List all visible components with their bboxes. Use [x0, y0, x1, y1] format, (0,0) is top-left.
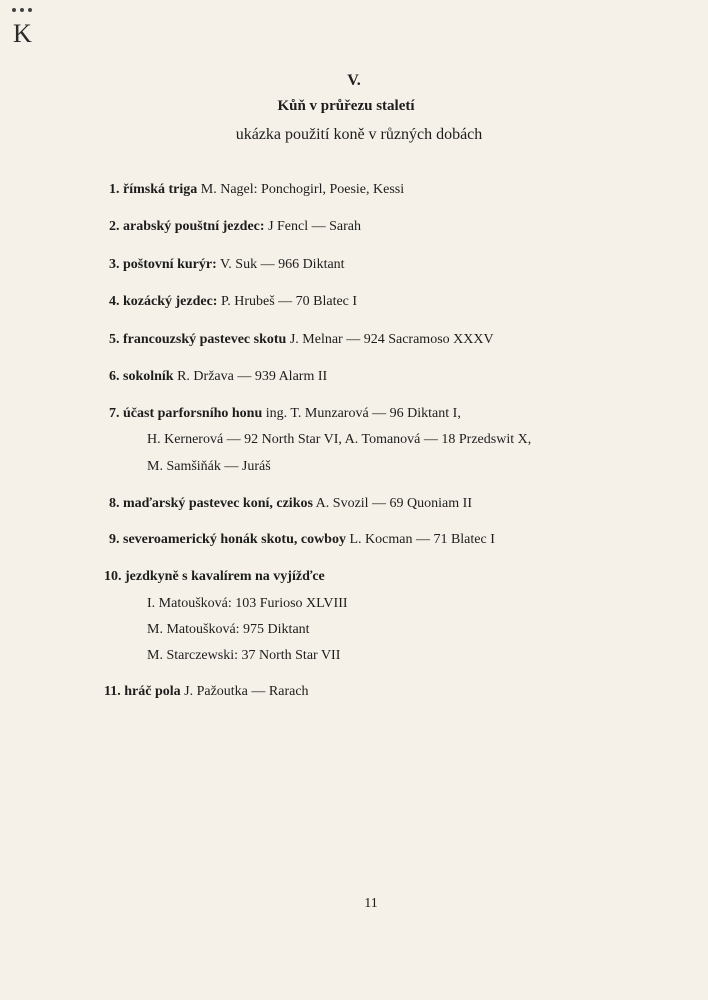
item-number: 3.: [109, 257, 120, 272]
item-role: arabský pouštní jezdec:: [123, 219, 265, 234]
item-performers: J. Melnar — 924 Sacramoso XXXV: [289, 332, 494, 347]
item-10-line-2: I. Matoušková: 103 Furioso XLVIII: [147, 596, 348, 611]
item-10-line-4: M. Starczewski: 37 North Star VII: [147, 648, 341, 663]
item-number: 5.: [109, 332, 120, 347]
item-performers: V. Suk — 966 Diktant: [219, 257, 345, 272]
item-number: 8.: [109, 496, 120, 511]
list-item-1: [109, 182, 404, 198]
item-number: 6.: [109, 369, 120, 384]
item-performers: ing. T. Munzarová — 96 Diktant I,: [265, 406, 461, 421]
page-title: Kůň v průřezu staletí: [277, 98, 415, 114]
item-role: jezdkyně s kavalírem na vyjížďce: [125, 569, 325, 584]
logo-letter: K: [13, 19, 32, 48]
item-role: účast parforsního honu: [123, 406, 263, 421]
list-item-6: [109, 369, 327, 385]
item-number: 10.: [104, 569, 122, 584]
item-7-line-3: M. Samšiňák — Juráš: [147, 459, 271, 474]
item-performers: A. Svozil — 69 Quoniam II: [315, 496, 472, 511]
page-subtitle: ukázka použití koně v různých dobách: [235, 126, 483, 143]
item-performers: L. Kocman — 71 Blatec I: [349, 532, 495, 547]
list-item-4: [109, 294, 357, 310]
list-item-11: [104, 684, 309, 700]
item-role: poštovní kurýr:: [123, 257, 217, 272]
item-performers: P. Hrubeš — 70 Blatec I: [220, 294, 358, 309]
section-number: V.: [347, 72, 361, 89]
list-item-7: [109, 406, 461, 422]
logo-dots: [11, 8, 33, 14]
item-number: 2.: [109, 219, 120, 234]
list-item-2: [109, 219, 361, 235]
item-performers: M. Nagel: Ponchogirl, Poesie, Kessi: [200, 182, 405, 197]
list-item-10: [104, 569, 325, 585]
list-item-8: [109, 496, 472, 512]
page-number: 11: [364, 896, 378, 911]
item-role: sokolník: [123, 369, 174, 384]
item-performers: J. Pažoutka — Rarach: [184, 684, 309, 699]
item-number: 9.: [109, 532, 120, 547]
item-number: 11.: [104, 684, 121, 699]
item-role: maďarský pastevec koní, czikos: [123, 496, 313, 511]
item-role: francouzský pastevec skotu: [123, 332, 287, 347]
list-item-3: [109, 257, 345, 273]
list-item-5: [109, 332, 494, 348]
item-role: severoamerický honák skotu, cowboy: [123, 532, 346, 547]
item-performers: R. Država — 939 Alarm II: [177, 369, 328, 384]
item-number: 1.: [109, 182, 120, 197]
publisher-logo: [10, 8, 34, 48]
item-7-line-2: H. Kernerová — 92 North Star VI, A. Tomanová — 18 Przedswit X,: [147, 432, 532, 447]
item-role: římská triga: [123, 182, 198, 197]
item-role: kozácký jezdec:: [123, 294, 218, 309]
item-role: hráč pola: [124, 684, 181, 699]
item-performers: J Fencl — Sarah: [268, 219, 361, 234]
list-item-9: [109, 532, 495, 548]
item-10-line-3: M. Matoušková: 975 Diktant: [147, 622, 310, 637]
item-number: 4.: [109, 294, 120, 309]
item-number: 7.: [109, 406, 120, 421]
